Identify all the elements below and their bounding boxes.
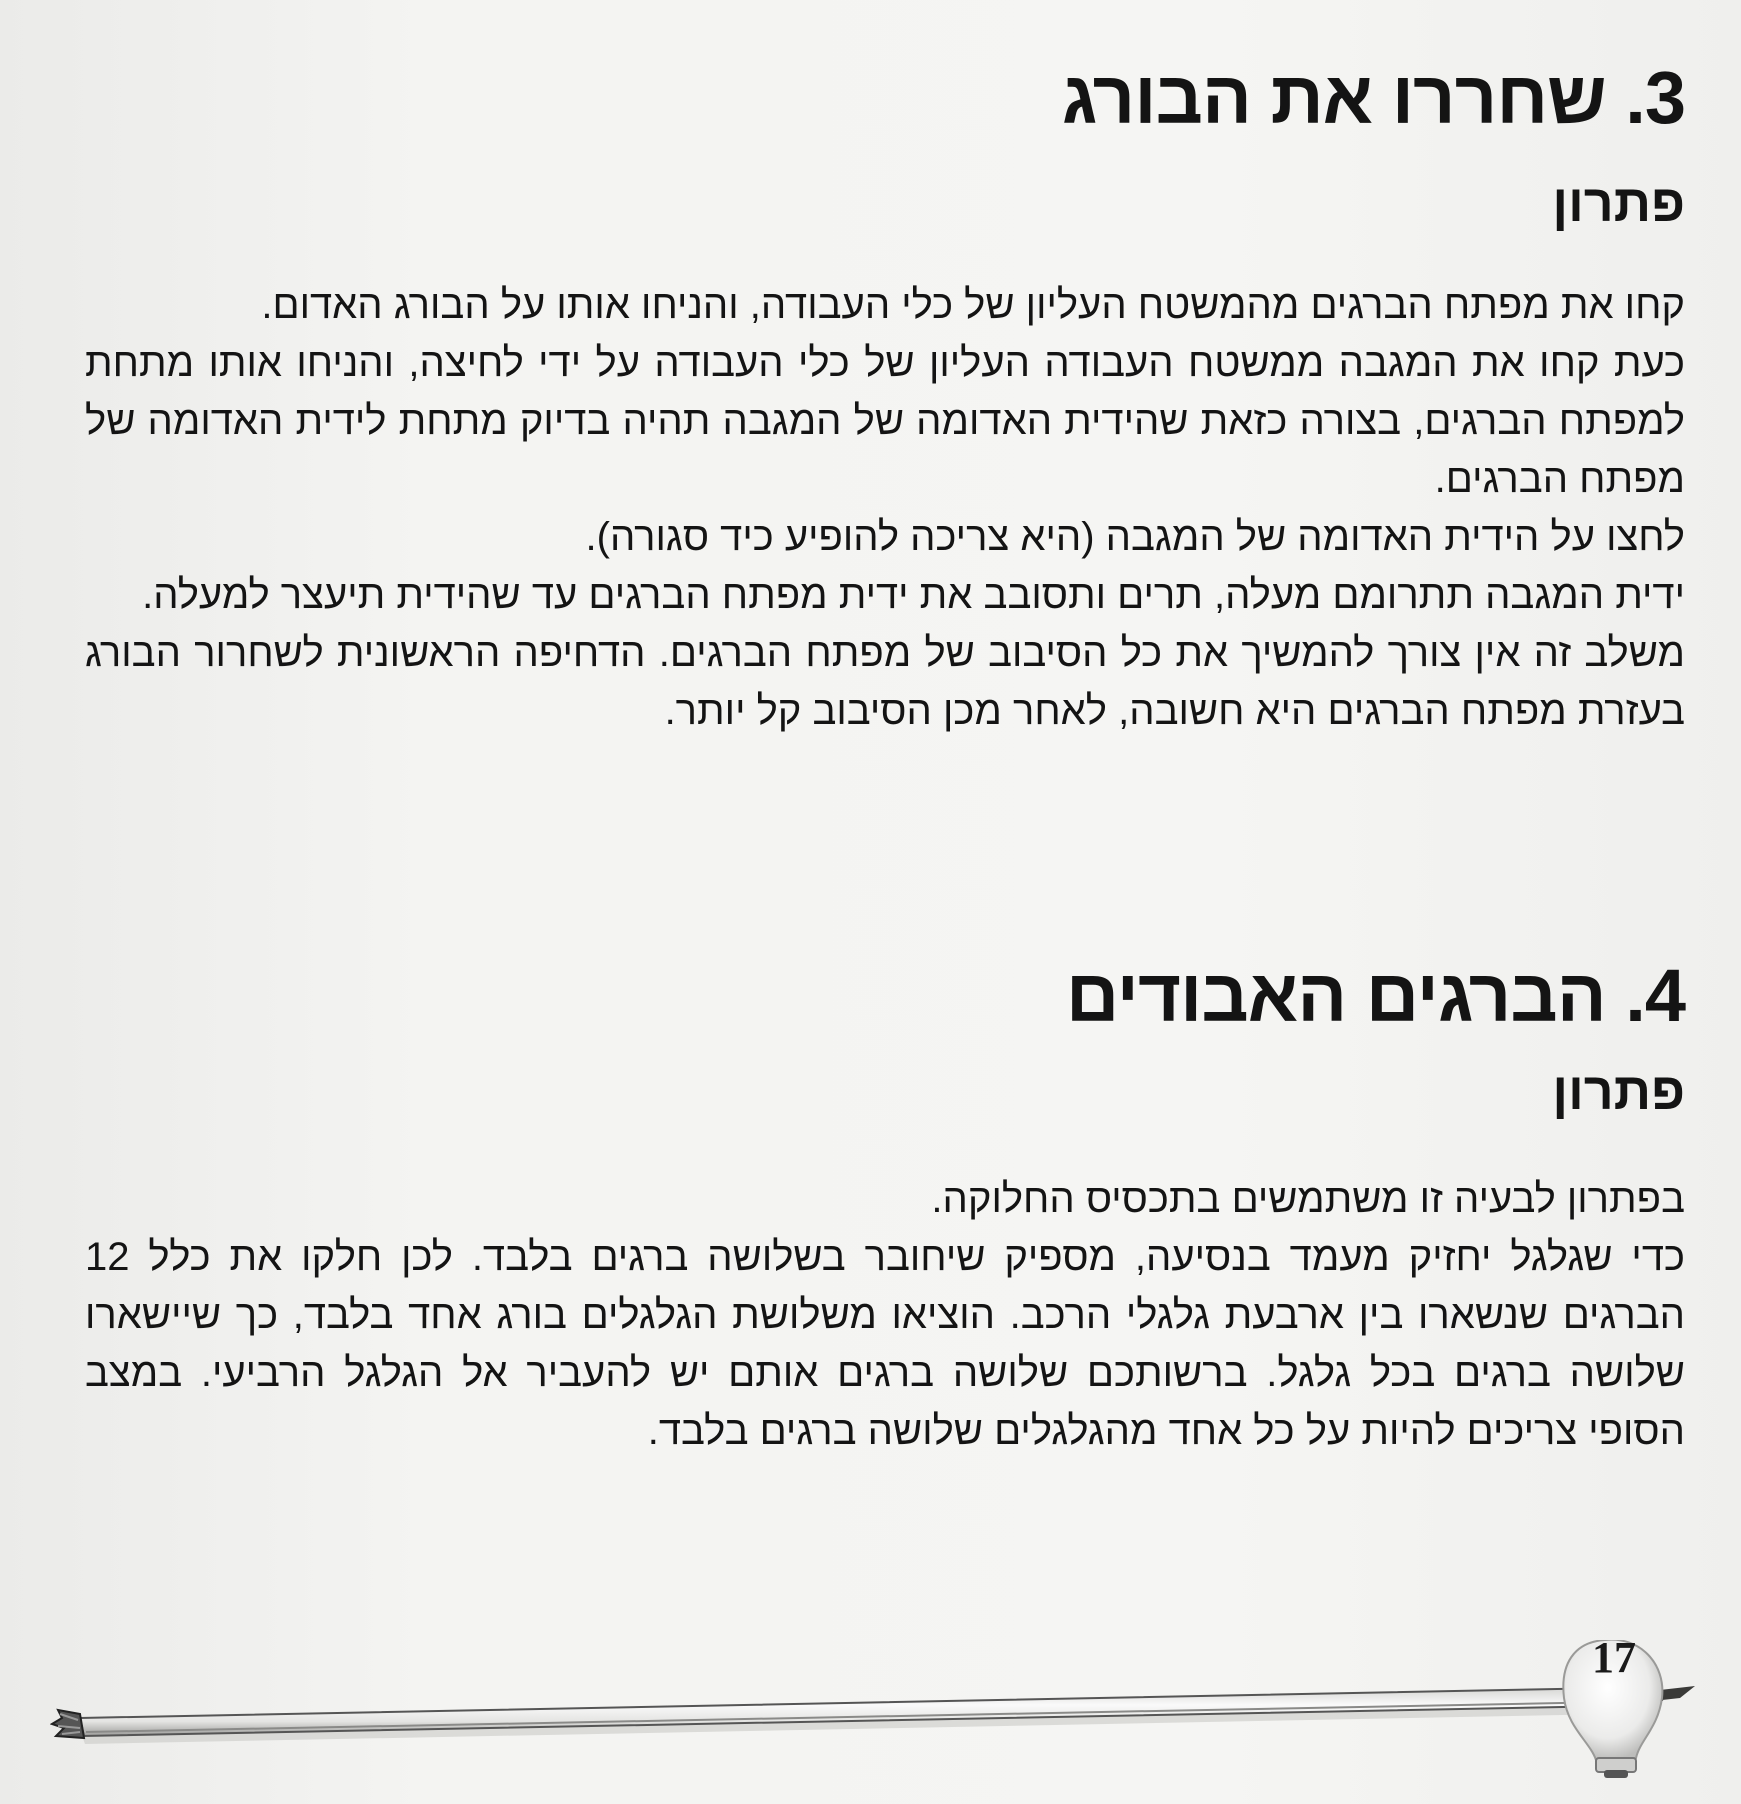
section-title: 4. הברגים האבודים	[1065, 954, 1685, 1037]
paragraph: בפתרון לבעיה זו משתמשים בתכסיס החלוקה.	[931, 1177, 1685, 1222]
pencil-icon	[50, 1640, 1710, 1780]
section-body	[85, 1170, 1685, 1460]
section-body	[85, 276, 1685, 740]
paragraph: קחו את מפתח הברגים מהמשטח העליון של כלי העבודה, והניחו אותו על הבורג האדום.	[261, 283, 1685, 328]
section-lost-bolts	[85, 950, 1685, 1460]
paragraph: משלב זה אין צורך להמשיך את כל הסיבוב של מפתח הברגים. הדחיפה הראשונית לשחרור הבורג בעזרת מפתח הברגים היא חשובה, לאחר מכן הסיבוב קל יותר.	[85, 631, 1685, 734]
section-title: 3. שחררו את הבורג	[1061, 56, 1685, 139]
section-subtitle: פתרון	[1552, 174, 1685, 233]
page-number: 17	[1592, 1633, 1636, 1682]
paragraph: לחצו על הידית האדומה של המגבה (היא צריכה להופיע כיד סגורה).	[585, 515, 1685, 560]
paragraph: כעת קחו את המגבה ממשטח העבודה העליון של כלי העבודה על ידי לחיצה, והניחו אותו מתחת למפתח הברגים, בצורה כזאת שהידית האדומה של המגבה תהיה בדיוק מתחת לידית האדומה של מפתח הברגים.	[85, 341, 1685, 502]
section-subtitle: פתרון	[1552, 1062, 1685, 1121]
paragraph: ידית המגבה תתרומם מעלה, תרים ותסובב את ידית מפתח הברגים עד שהידית תיעצר למעלה.	[142, 573, 1685, 618]
section-unscrew-bolt	[85, 52, 1685, 740]
paragraph: כדי שגלגל יחזיק מעמד בנסיעה, מספיק שיחובר בשלושה ברגים בלבד. לכן חלקו את כלל 12 הברגים שנשארו בין ארבעת גלגלי הרכב. הוציאו משלושת הגלגלים בורג אחד בלבד, כך שיישארו שלושה ברגים בכל גלגל. ברשותכם שלושה ברגים אותם יש להעביר אל הגלגל הרביעי. במצב הסופי צריכים להיות על כל אחד מהגלגלים שלושה ברגים בלבד.	[85, 1235, 1685, 1454]
